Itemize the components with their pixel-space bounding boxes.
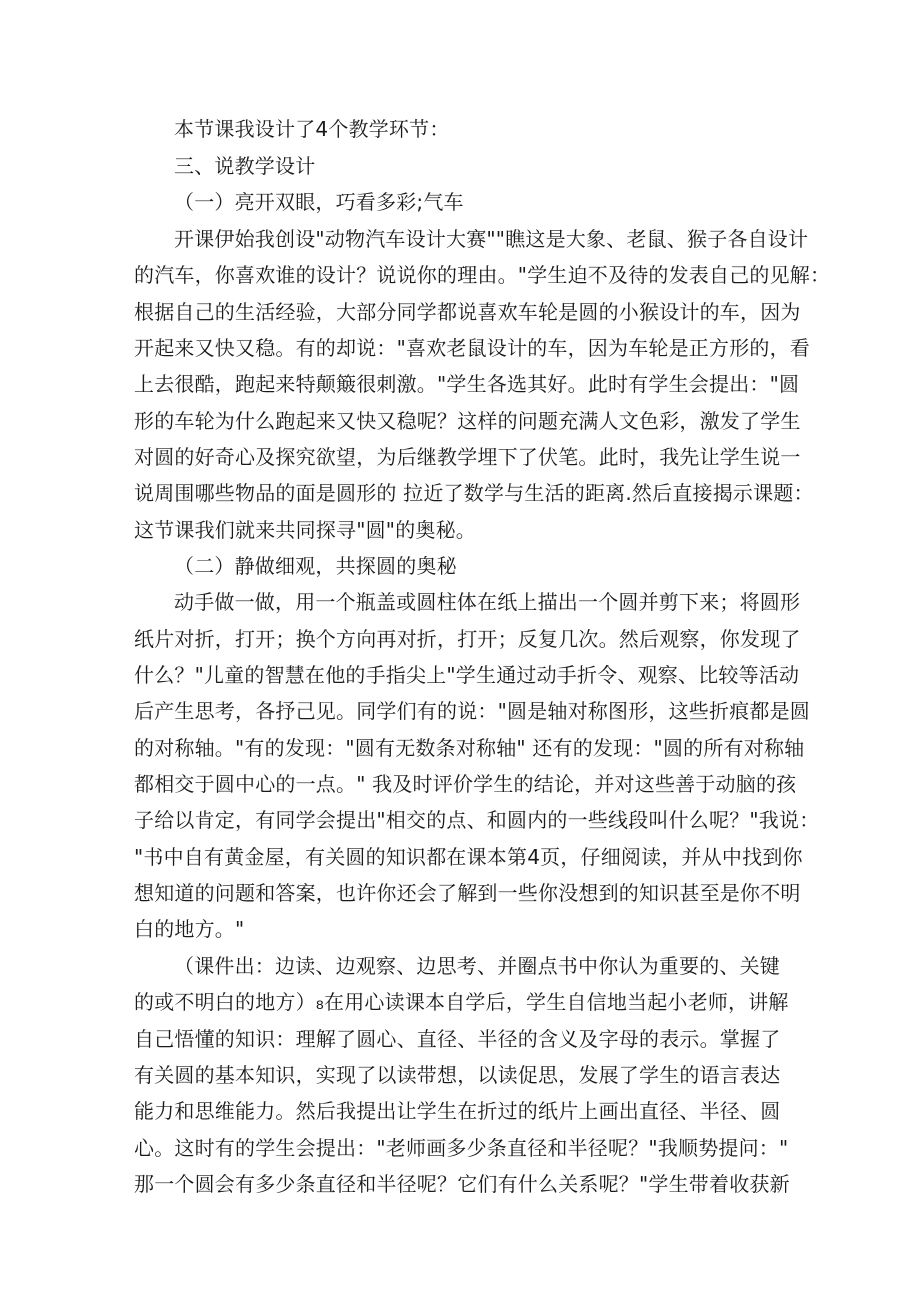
- paragraph-line: 子给以肯定，有同学会提出"相交的点、和圆内的一些线段叫什么呢？"我说：: [134, 808, 820, 832]
- paragraph-line: 本节课我设计了4个教学环节：: [174, 117, 450, 141]
- paragraph-line: 纸片对折，打开；换个方向再对折，打开；反复几次。然后观察，你发现了: [134, 627, 801, 651]
- paragraph-line: 心。这时有的学生会提出："老师画多少条直径和半径呢？"我顺势提问：": [134, 1136, 789, 1160]
- subsection-heading: （一）亮开双眼，巧看多彩;气车: [174, 190, 464, 214]
- subsection-heading: （二）静做细观，共探圆的奥秘: [174, 554, 457, 578]
- paragraph-line: 说周围哪些物品的面是圆形的 拉近了数学与生活的距离.然后直接揭示课题：: [134, 481, 814, 505]
- paragraph-line: 白的地方。": [134, 917, 245, 941]
- paragraph-line: 想知道的问题和答案，也许你还会了解到一些你没想到的知识甚至是你不明: [134, 881, 801, 905]
- paragraph-line: 的对称轴。"有的发现："圆有无数条对称轴" 还有的发现："圆的所有对称轴: [134, 736, 805, 760]
- section-heading: 三、说教学设计: [174, 154, 316, 178]
- paragraph-line: 什么？"儿童的智慧在他的手指尖上"学生通过动手折令、观察、比较等活动: [134, 663, 800, 687]
- paragraph-line: 对圆的好奇心及探究欲望，为后继教学埋下了伏笔。此时，我先让学生说一: [134, 445, 801, 469]
- paragraph-line: 开课伊始我创设"动物汽车设计大赛""瞧这是大象、老鼠、猴子各自设计: [174, 227, 809, 251]
- paragraph-line: 后产生思考，各抒己见。同学们有的说："圆是轴对称图形，这些折痕都是圆: [134, 699, 810, 723]
- paragraph-line: 根据自己的生活经验，大部分同学都说喜欢车轮是圆的小猴设计的车，因为: [134, 300, 801, 324]
- paragraph-line: 的或不明白的地方）₈在用心读课本自学后，学生自信地当起小老师，讲解: [134, 990, 789, 1014]
- paragraph-line: 动手做一做，用一个瓶盖或圆柱体在纸上描出一个圆并剪下来；将圆形: [174, 590, 801, 614]
- paragraph-line: 自己悟懂的知识：理解了圆心、直径、半径的含义及字母的表示。掌握了: [134, 1027, 781, 1051]
- paragraph-line: 上去很酷，跑起来特颠簸很刺激。"学生各选其好。此时有学生会提出："圆: [134, 372, 800, 396]
- paragraph-line: 开起来又快又稳。有的却说："喜欢老鼠设计的车，因为车轮是正方形的，看: [134, 336, 810, 360]
- paragraph-line: 形的车轮为什么跑起来又快又稳呢？这样的问题充满人文色彩，激发了学生: [134, 409, 801, 433]
- paragraph-line: 能力和思维能力。然后我提出让学生在折过的纸片上画出直径、半径、圆: [134, 1099, 781, 1123]
- paragraph-line: （课件出：边读、边观察、边思考、并圈点书中你认为重要的、关键: [174, 954, 780, 978]
- paragraph-line: 都相交于圆中心的一点。" 我及时评价学生的结论，并对这些善于动脑的孩: [134, 772, 797, 796]
- paragraph-line: 这节课我们就来共同探寻"圆"的奥秘。: [134, 518, 476, 542]
- paragraph-line: 的汽车，你喜欢谁的设计？说说你的理由。"学生迫不及待的发表自己的见解：: [134, 263, 831, 287]
- paragraph-line: 那一个圆会有多少条直径和半径呢？它们有什么关系呢？"学生带着收获新: [134, 1172, 790, 1196]
- paragraph-line: 有关圆的基本知识，实现了以读带想，以读促思，发展了学生的语言表达: [134, 1063, 781, 1087]
- paragraph-line: "书中自有黄金屋，有关圆的知识都在课本第4页，仔细阅读，并从中找到你: [134, 845, 803, 869]
